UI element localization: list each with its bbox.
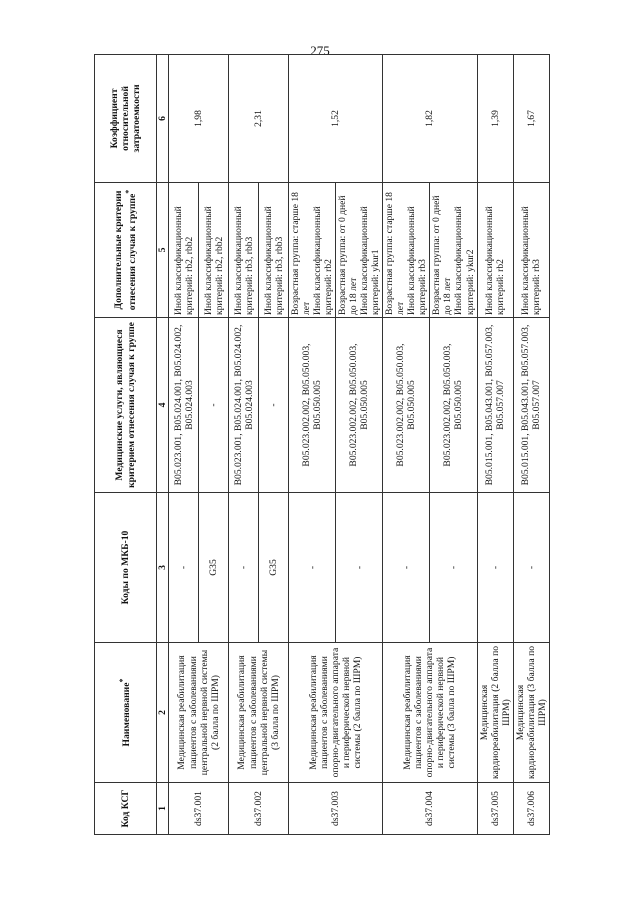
services-cell: B05.023.001, B05.024.001, B05.024.002, B05.024.003 (229, 318, 259, 493)
criteria-line: Иной классификационный критерий: ykur2 (453, 206, 476, 315)
ksg-name-cell: Медицинская кардиореабилитация (3 балла по ШРМ) (513, 643, 549, 783)
header-name: Наименование* (95, 643, 157, 783)
header-coefficient: Коэффициент относительной затратоемкости (95, 55, 157, 183)
criteria-cell (259, 183, 289, 318)
mkb-code-cell: - (169, 493, 199, 643)
coefficient-cell: 1,67 (513, 55, 549, 183)
coefficient-cell: 1,39 (477, 55, 513, 183)
services-cell: B05.015.001, B05.043.001, B05.057.003, B05.057.007 (477, 318, 513, 493)
criteria-cell (199, 183, 229, 318)
criteria-line: Иной классификационный критерий: rb2 (484, 206, 507, 315)
coefficient-cell: 1,82 (383, 55, 477, 183)
ksg-name-cell: Медицинская реабилитация пациентов с заболеваниями опорно-двигательного аппарата и периферической нервной системы (3 балла по ШРМ) (383, 643, 477, 783)
header-services: Медицинские услуги, являющиеся критерием отнесения случая к группе (95, 318, 157, 493)
services-cell: B05.023.001, B05.024.001, B05.024.002, B05.024.003 (169, 318, 199, 493)
ksg-name-cell: Медицинская кардиореабилитация (2 балла по ШРМ) (477, 643, 513, 783)
mkb-code-cell: - (513, 493, 549, 643)
ksg-name-cell: Медицинская реабилитация пациентов с заболеваниями опорно-двигательного аппарата и периферической нервной системы (2 балла по ШРМ) (289, 643, 383, 783)
criteria-line: Возрастная группа: от 0 дней до 18 лет (337, 195, 360, 315)
ksg-code-cell: ds37.006 (513, 783, 549, 835)
ksg-code-cell: ds37.005 (477, 783, 513, 835)
rotated-table-wrapper (94, 55, 548, 835)
ksg-code-cell: ds37.003 (289, 783, 383, 835)
services-cell: - (199, 318, 229, 493)
ksg-code-cell: ds37.004 (383, 783, 477, 835)
mkb-code-cell: - (229, 493, 259, 643)
criteria-line: Иной классификационный критерий: rb3, rbb3 (232, 206, 255, 315)
criteria-line: Возрастная группа: от 0 дней до 18 лет (431, 195, 454, 315)
coefficient-cell: 1,52 (289, 55, 383, 183)
ksg-name-cell: Медицинская реабилитация пациентов с заболеваниями центральной нервной системы (2 балла по ШРМ) (169, 643, 229, 783)
criteria-line: Иной классификационный критерий: rb3 (520, 206, 543, 315)
criteria-cell (229, 183, 259, 318)
criteria-cell (477, 183, 513, 318)
column-number: 2 (157, 643, 169, 783)
page-number: 275 (310, 43, 330, 58)
coefficient-cell: 2,31 (229, 55, 289, 183)
column-number: 5 (157, 183, 169, 318)
header-row (95, 55, 157, 835)
ksg-name-cell: Медицинская реабилитация пациентов с заболеваниями центральной нервной системы (3 балла по ШРМ) (229, 643, 289, 783)
table-body (169, 55, 550, 835)
table-row (229, 55, 259, 835)
column-number: 6 (157, 55, 169, 183)
table-row (383, 55, 430, 835)
ksg-table (94, 54, 550, 835)
criteria-cell (383, 183, 430, 318)
services-cell: B05.015.001, B05.043.001, B05.057.003, B05.057.007 (513, 318, 549, 493)
table-row (289, 55, 336, 835)
mkb-code-cell: - (477, 493, 513, 643)
criteria-line: Возрастная группа: старше 18 лет (384, 192, 407, 315)
column-number: 3 (157, 493, 169, 643)
header-criteria: Дополнительные критерии отнесения случая к группе* (95, 183, 157, 318)
column-number-row (157, 55, 169, 835)
criteria-cell (336, 183, 383, 318)
services-cell: - (259, 318, 289, 493)
criteria-line: Иной классификационный критерий: rb2 (312, 206, 335, 315)
criteria-line: Иной классификационный критерий: rb3, rbb3 (262, 206, 285, 315)
criteria-line: Иной классификационный критерий: ykur1 (359, 206, 382, 315)
ksg-code-cell: ds37.001 (169, 783, 229, 835)
criteria-line: Иной классификационный критерий: rb2, rbb2 (172, 206, 195, 315)
mkb-code-cell: - (383, 493, 430, 643)
services-cell: B05.023.002.002, B05.050.003, B05.050.005 (336, 318, 383, 493)
criteria-cell (430, 183, 477, 318)
column-number: 4 (157, 318, 169, 493)
services-cell: B05.023.002.002, B05.050.003, B05.050.005 (289, 318, 336, 493)
criteria-line: Иной классификационный критерий: rb2, rbb2 (202, 206, 225, 315)
services-cell: B05.023.002.002, B05.050.003, B05.050.005 (430, 318, 477, 493)
mkb-code-cell: G35 (199, 493, 229, 643)
criteria-cell (513, 183, 549, 318)
criteria-cell (289, 183, 336, 318)
column-number: 1 (157, 783, 169, 835)
coefficient-cell: 1,98 (169, 55, 229, 183)
header-code: Код КСГ (95, 783, 157, 835)
mkb-code-cell: - (289, 493, 336, 643)
table-row (477, 55, 513, 835)
criteria-line: Возрастная группа: старше 18 лет (290, 192, 313, 315)
header-mkb: Коды по МКБ-10 (95, 493, 157, 643)
criteria-line: Иной классификационный критерий: rb3 (406, 206, 429, 315)
services-cell: B05.023.002.002, B05.050.003, B05.050.005 (383, 318, 430, 493)
table-row (513, 55, 549, 835)
criteria-cell (169, 183, 199, 318)
mkb-code-cell: G35 (259, 493, 289, 643)
ksg-code-cell: ds37.002 (229, 783, 289, 835)
table-row (169, 55, 199, 835)
mkb-code-cell: - (430, 493, 477, 643)
mkb-code-cell: - (336, 493, 383, 643)
